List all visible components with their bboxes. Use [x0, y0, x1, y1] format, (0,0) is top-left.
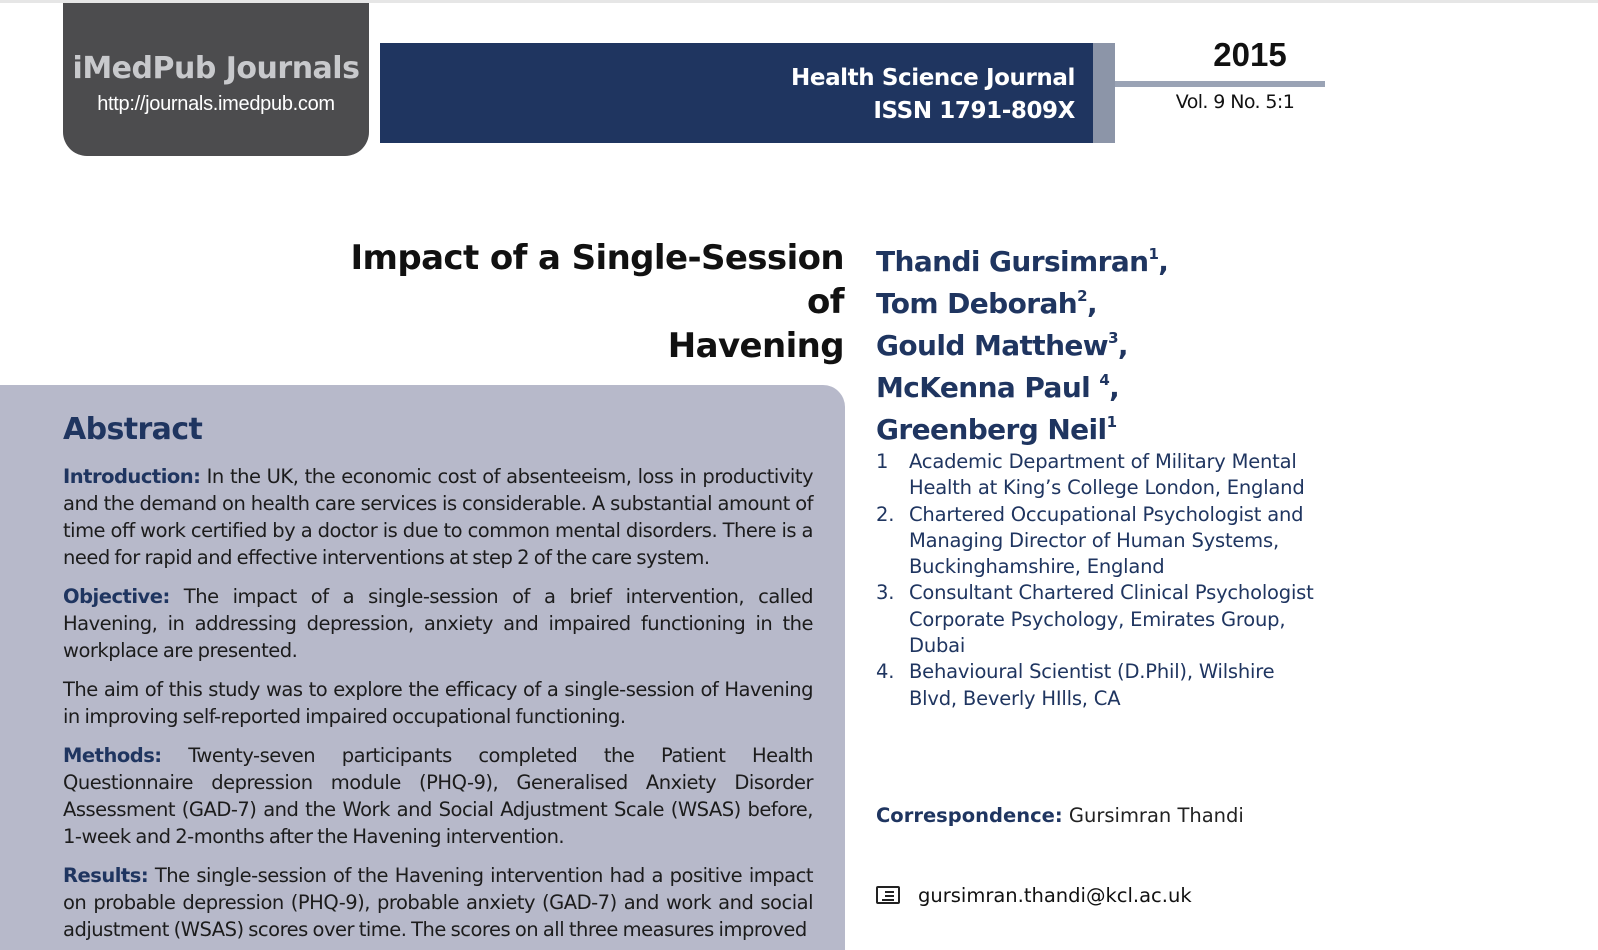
author-list	[876, 237, 1296, 447]
correspondence-name: Gursimran Thandi	[1068, 804, 1244, 827]
author-affiliation-mark: 1	[1106, 413, 1117, 431]
author	[876, 279, 1296, 321]
affiliation-text: Consultant Chartered Clinical Psychologist Corporate Psychology, Emirates Group, Dubai	[909, 581, 1314, 658]
author-affiliation-mark: 2	[1077, 287, 1087, 305]
abstract-section-label: Objective:	[63, 585, 170, 608]
abstract-section-label: Introduction:	[63, 465, 201, 488]
author-affiliation-mark: 1	[1148, 245, 1159, 263]
affiliation-number: 4.	[876, 660, 895, 684]
affiliation-item	[876, 580, 1316, 659]
author-affiliation-mark: 4	[1099, 371, 1110, 389]
publisher-name: iMedPub Journals	[72, 51, 360, 86]
affiliation-item	[876, 659, 1316, 712]
abstract-paragraph	[63, 862, 813, 943]
abstract-text: Twenty-seven participants completed the Patient Health Questionnaire depression module (PHQ-9), Generalised Anxiety Disorder Assessment (GAD-7) and the Work and Social Adjustment Scale (WSAS) before, 1-week and 2-months after the Havening intervention.	[63, 744, 813, 848]
journal-issn: ISSN 1791-809X	[873, 98, 1075, 124]
affiliation-number: 2.	[876, 502, 895, 526]
correspondence-email-row	[876, 884, 1192, 907]
publisher-url[interactable]: http://journals.imedpub.com	[97, 93, 335, 115]
envelope-icon	[876, 886, 900, 904]
affiliation-item	[876, 502, 1316, 581]
abstract-paragraph	[63, 463, 813, 571]
abstract-body	[63, 463, 813, 950]
author-separator: ,	[1158, 245, 1169, 278]
author	[876, 321, 1296, 363]
author	[876, 237, 1296, 279]
abstract-text: The aim of this study was to explore the efficacy of a single-session of Havening in improving self-reported impaired occupational functioning.	[63, 678, 813, 728]
abstract-section-label: Results:	[63, 864, 149, 887]
affiliation-list	[876, 449, 1316, 712]
affiliation-number: 3.	[876, 581, 895, 605]
author-name: McKenna Paul	[876, 371, 1100, 404]
publication-year: 2015	[1213, 36, 1287, 73]
abstract-section-label: Methods:	[63, 744, 162, 767]
abstract-paragraph	[63, 742, 813, 850]
abstract-panel	[0, 385, 845, 950]
author-name: Thandi Gursimran	[876, 245, 1149, 278]
abstract-paragraph	[63, 583, 813, 664]
author	[876, 363, 1296, 405]
affiliation-text: Chartered Occupational Psychologist and Managing Director of Human Systems, Buckinghamshire, England	[909, 502, 1304, 579]
abstract-text: In the UK, the economic cost of absenteeism, loss in productivity and the demand on health care services is considerable. A substantial amount of time off work certified by a doctor is due to common mental disorders. There is a need for rapid and effective interventions at step 2 of the care system.	[63, 465, 813, 569]
author-separator: ,	[1117, 329, 1128, 362]
journal-title: Health Science Journal	[791, 65, 1075, 91]
volume-issue: Vol. 9 No. 5:1	[1175, 91, 1295, 113]
correspondence	[876, 804, 1244, 827]
abstract-text: The single-session of the Havening intervention had a positive impact on probable depression (PHQ-9), probable anxiety (GAD-7) and work and social adjustment (WSAS) scores over time. The scores on all three measures improved	[63, 864, 813, 941]
article-title-line: Impact of a Single-Session of	[350, 238, 844, 322]
publisher-block	[63, 3, 369, 156]
abstract-paragraph	[63, 676, 813, 730]
affiliation-text: Academic Department of Military Mental Health at King’s College London, England	[909, 450, 1305, 500]
correspondence-label: Correspondence:	[876, 804, 1063, 827]
author-name: Tom Deborah	[876, 287, 1078, 320]
abstract-text: The impact of a single-session of a brief intervention, called Havening, in addressing depression, anxiety and impaired functioning in the workplace are presented.	[63, 585, 813, 662]
correspondence-email[interactable]: gursimran.thandi@kcl.ac.uk	[918, 884, 1192, 907]
article-title	[324, 236, 844, 368]
author-affiliation-mark: 3	[1108, 329, 1118, 347]
author	[876, 405, 1296, 447]
affiliation-text: Behavioural Scientist (D.Phil), Wilshire Blvd, Beverly HIlls, CA	[909, 660, 1275, 710]
author-separator: ,	[1086, 287, 1097, 320]
article-title-line: Havening	[667, 326, 844, 366]
author-separator: ,	[1109, 371, 1120, 404]
affiliation-item	[876, 449, 1316, 502]
banner-end-cap	[1093, 43, 1115, 143]
year-rule	[1115, 81, 1325, 87]
abstract-heading: Abstract	[63, 412, 203, 447]
author-name: Gould Matthew	[876, 329, 1109, 362]
affiliation-number: 1	[876, 450, 889, 473]
journal-banner	[380, 43, 1093, 143]
author-name: Greenberg Neil	[876, 413, 1107, 446]
